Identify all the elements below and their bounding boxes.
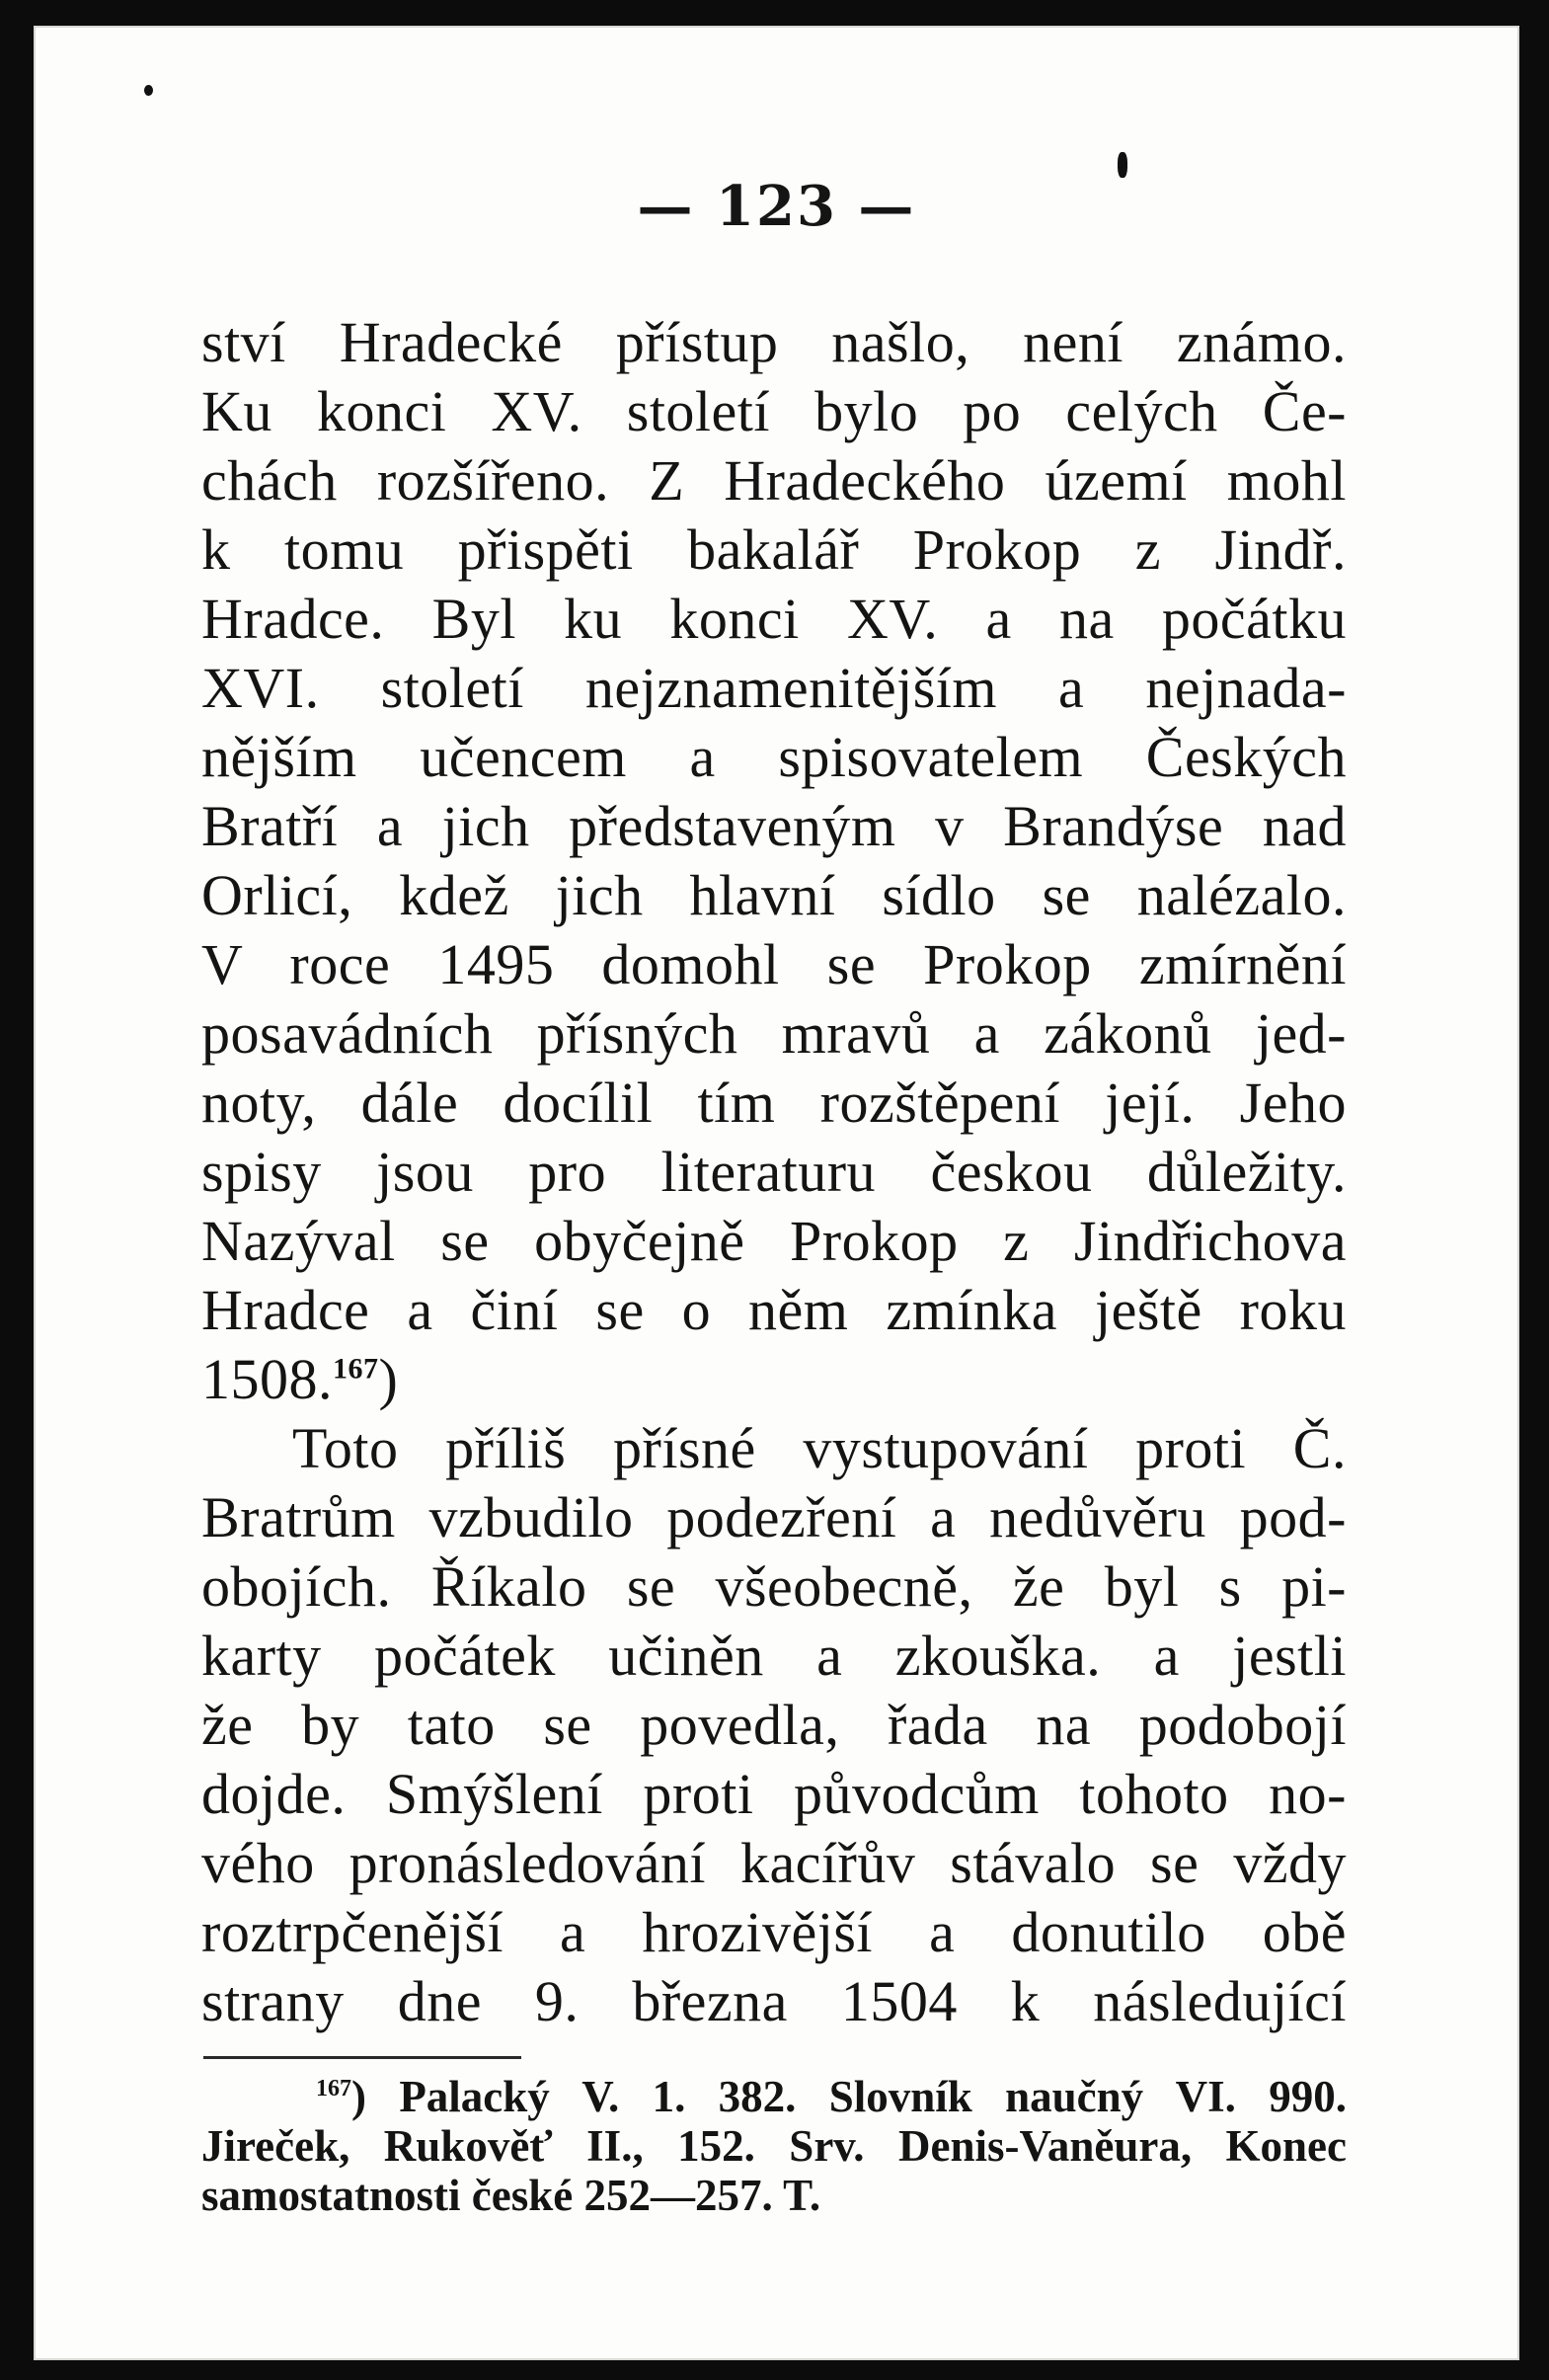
text-line [201, 308, 1347, 377]
footnote-reference: 167 [333, 1352, 379, 1386]
text-line [201, 1691, 1347, 1760]
text-line [201, 377, 1347, 446]
text-line [201, 654, 1347, 723]
line-text: že by tato se povedla, řada na podobojí [201, 1693, 1347, 1757]
footnote-mark-paren: ) [351, 2072, 400, 2121]
line-text: k tomu přispěti bakalář Prokop z Jindř. [201, 517, 1347, 582]
line-text: 1508. [201, 1347, 333, 1411]
text-line [201, 930, 1347, 999]
line-text: Orlicí, kdež jich hlavní sídlo se nalézalo. [201, 863, 1347, 927]
line-text: roztrpčenější a hrozivější a donutilo obě [201, 1900, 1347, 1964]
text-line [201, 1622, 1347, 1691]
body-text [201, 308, 1347, 2036]
book-page [34, 26, 1519, 2360]
scan-speck [144, 85, 153, 96]
line-text: nějším učencem a spisovatelem Českých [201, 725, 1347, 789]
footnote-line [201, 2072, 1347, 2121]
footnote-text: samostatnosti české 252—257. T. [201, 2171, 821, 2220]
footnote-line [201, 2171, 1347, 2220]
line-text: Nazýval se obyčejně Prokop z Jindřichova [201, 1209, 1347, 1273]
line-text: Hradce a činí se o něm zmínka ještě roku [201, 1278, 1347, 1342]
line-text: Bratří a jich představeným v Brandýse nad [201, 794, 1347, 858]
text-line [201, 1207, 1347, 1276]
line-text: noty, dále docílil tím rozštěpení její. Jeho [201, 1071, 1347, 1135]
footnote-line [201, 2121, 1347, 2171]
text-line [201, 1967, 1347, 2036]
text-line [201, 1760, 1347, 1829]
line-text: ství Hradecké přístup našlo, není známo. [201, 310, 1347, 374]
line-text: Ku konci XV. století bylo po celých Če- [201, 379, 1347, 443]
line-text: Toto příliš přísné vystupování proti Č. [292, 1416, 1347, 1480]
footnote [201, 2072, 1347, 2220]
text-line [201, 861, 1347, 930]
line-text: obojích. Říkalo se všeobecně, že byl s pi- [201, 1554, 1347, 1619]
footnote-text: Jireček, Rukověť II., 152. Srv. Denis-Vaněura, Konec [201, 2121, 1347, 2171]
text-line [201, 1345, 1347, 1414]
text-line [201, 999, 1347, 1069]
text-line [201, 1276, 1347, 1345]
footnote-text: Palacký V. 1. 382. Slovník naučný VI. 990. [399, 2072, 1347, 2121]
page-number: — 123 — [637, 174, 916, 239]
text-line [201, 1552, 1347, 1622]
line-text: spisy jsou pro literaturu českou důležity. [201, 1140, 1347, 1204]
line-text: strany dne 9. března 1504 k následující [201, 1969, 1347, 2033]
line-text: vého pronásledování kacířův stávalo se vždy [201, 1831, 1347, 1895]
text-line [201, 1069, 1347, 1138]
line-text: XVI. století nejznamenitějším a nejnada- [201, 656, 1347, 720]
line-text: posavádních přísných mravů a zákonů jed- [201, 1001, 1347, 1066]
text-line [201, 1829, 1347, 1898]
text-line [201, 1414, 1347, 1483]
text-line [201, 1138, 1347, 1207]
text-line [201, 1483, 1347, 1552]
line-text: karty počátek učiněn a zkouška. a jestli [201, 1624, 1347, 1688]
text-line [201, 792, 1347, 861]
text-line [201, 723, 1347, 792]
line-text: dojde. Smýšlení proti původcům tohoto no- [201, 1762, 1347, 1826]
line-text: V roce 1495 domohl se Prokop zmírnění [201, 932, 1347, 996]
text-line [201, 446, 1347, 516]
line-text: chách rozšířeno. Z Hradeckého území mohl [201, 448, 1347, 513]
line-text: Hradce. Byl ku konci XV. a na počátku [201, 587, 1347, 651]
footnote-reference-paren: ) [378, 1347, 399, 1411]
footnote-mark: 167 [316, 2076, 351, 2102]
text-line [201, 516, 1347, 585]
text-line [201, 1898, 1347, 1967]
text-line [201, 585, 1347, 654]
line-text: Bratrům vzbudilo podezření a nedůvěru pod- [201, 1485, 1347, 1549]
footnote-separator [203, 2056, 521, 2059]
